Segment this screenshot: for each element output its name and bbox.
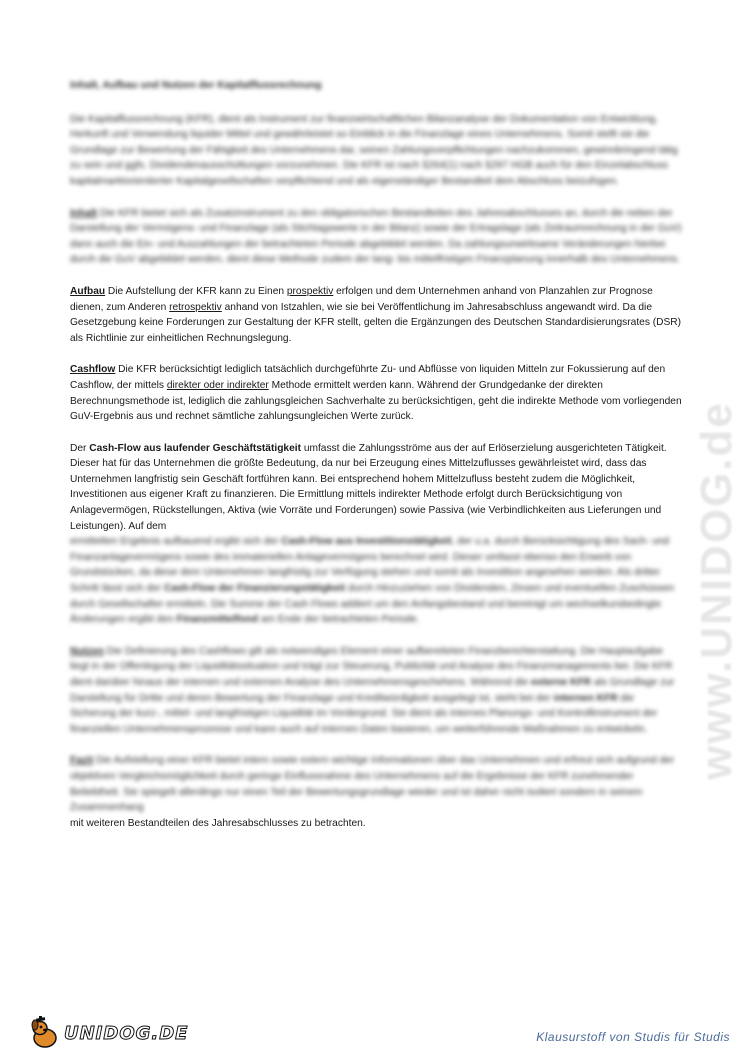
unidog-logo[interactable] (28, 1016, 188, 1050)
aufbau-text-3: anhand von Istzahlen, wie sie bei Veröffentlichung im Jahresabschluss angewandt wird. Da die Gesetzgebung keine Forderungen zur Gestaltung der KFR stellt, gelten die Ergänzungen des Deutschen Standardisierungsrates (DSR) als Richtlinie zur einheitlichen Rechnungslegung. (70, 301, 682, 344)
logo-text: UNIDOG.DE (64, 1022, 189, 1044)
lfd-blur-2: , der u.a. durch Berücksichtigung des Sach- und Finanzanlagevermögens sowie des immateriellen Anlagevermögens berechnet wird. Dieser umfasst ebenso den Erwerb von Grundstücken, da diese dem Unternehmen langfristig zur Verfügung stehen und somit als Investition angesehen werden. Als dritter Schritt lässt sich der (70, 536, 670, 595)
lfd-text-2: umfasst die Zahlungsströme aus der auf Erlöserzielung ausgerichteten Tätigkeit. Dieser hat für das Unternehmen die größte Bedeutung, da nur bei Erzeugung eines Mittelzuflusses gewährleistet wird, dass das Unternehmen langfristig sein Geschäft fortführen kann. Bei entsprechend hohem Mittelzufluss besteht zudem die Möglichkeit, Investitionen aus eigener Kraft zu finanzieren. Die Ermittlung mittels indirekter Methode erfolgt durch Berücksichtigung von Anlagevermögen, Rückstellungen, Aktiva (wie Vorräte und Forderungen) sowie Passiva (wie Verbindlichkeiten aus Lieferungen und Leistungen). Auf dem (70, 442, 667, 532)
cashflow-text-1: Die KFR berücksichtigt lediglich tatsächlich durchgeführte Zu- und Abflüsse von liquiden Mitteln zur Fokussierung auf den Cashflow, der mittels (70, 364, 666, 391)
fazit-last-line: mit weiteren Bestandteilen des Jahresabschlusses zu betrachten. (70, 817, 366, 829)
paragraph-cashflow (70, 362, 682, 424)
paragraph-laufende-geschaeftstaetigkeit (70, 441, 682, 535)
paragraph-inhalt (70, 206, 682, 268)
lfd-text-1: Der (70, 442, 90, 454)
dog-mascot-icon (28, 1016, 62, 1050)
paragraph-aufbau (70, 284, 682, 346)
nutzen-text-1: Die Definierung des Cashflows gilt als notwendiges Element einer aufbereiteten Finanzberichterstattung. Die Hauptaufgabe liegt in der Offenlegung der Liquiditätssituation und trägt zur Steuerung, Publizität und Analyse des Finanzmanagements bei. Die KFR dient darüber hinaus der internen und externen Analyse des Unternehmensgeschehens. Während die (70, 645, 673, 688)
nutzen-bold-1: externe KFR (531, 677, 592, 688)
intro-text: Die Kapitalflussrechnung (KFR), dient als Instrument zur finanzwirtschaftlichen Bilanzanalyse der Dokumentation von Entwicklung, Herkunft und Verwendung liquider Mittel und gewährleistet so Einblick in die Finanzlage eines Unternehmens. Somit stellt sie die Grundlage zur Bewertung der Fähigkeit des Unternehmens dar, seinen Zahlungsverpflichtungen nachzukommen, gewinnbringend tätig zu sein und ggfs. Dividendenausschüttungen vorzunehmen. Die KFR ist nach §264(1) nach §297 HGB auch für den Einzelabschluss kapitalmarktorientierter Kapitalgesellschaften verpflichtend und als eigenständiger Bestandteil dem Abschluss beizufügen. (70, 113, 678, 187)
nutzen-text-2: als Grundlage zur Darstellung für Dritte und deren Bewertung der Finanzlage und Kreditwürdigkeit ausgelegt ist, steht bei der (70, 677, 675, 704)
nutzen-text-3: die Sicherung der kurz-, mittel- und langfristigen Liquidität im Vordergrund. Sie dient als internes Planungs- und Kontrollinstrument der finanziellen Unternehmensprozesse und kann auch auf internen Daten basieren, um weiterführende Maßnahmen zu entwickeln. (70, 692, 658, 735)
paragraph-fazit (70, 753, 682, 815)
document-body (70, 78, 682, 847)
inhalt-label: Inhalt (70, 207, 98, 219)
aufbau-retrospektiv: retrospektiv (169, 301, 222, 313)
lfd-blur-1: ermittelten Ergebnis aufbauend ergibt sich der (70, 536, 282, 548)
document-heading: Inhalt, Aufbau und Nutzen der Kapitalflussrechnung (70, 80, 322, 91)
fazit-text: Die Aufstellung einer KFR bietet intern sowie extern wichtige Informationen über das Unternehmen und erfreut sich aufgrund der objektiven Vergleichsmöglichkeit durch geringe Einflussnahme des Unternehmens auf die Ergebnisse der KFR zunehmender Beliebtheit. Sie spiegelt allerdings nur einen Teil der Bewertungsgrundlage wieder und ist daher nicht isoliert sondern in seinem Zusammenhang (70, 755, 675, 814)
lfd-blur-4: am Ende der betrachteten Periode. (258, 614, 420, 626)
aufbau-text-1: Die Aufstellung der KFR kann zu Einen (105, 285, 287, 297)
lfd-blur-bold-1: Cash-Flow aus Investitionstätigkeit (281, 536, 452, 548)
fazit-label: Fazit (70, 755, 94, 767)
cashflow-text-2: Methode ermittelt werden kann. Während der Grundgedanke der direkten Berechnungsmethode ist, lediglich die zahlungsgleichen Sachverhalte zu berücksichtigen, geht die indirekte Methode vom vorliegenden GuV-Ergebnis aus und rechnet sämtliche zahlungsungleichen Werte zurück. (70, 379, 682, 423)
footer-slogan: Klausurstoff von Studis für Studis (536, 1030, 730, 1044)
lfd-blur-bold-2: Cash-Flow der Finanzierungstätigkeit (163, 583, 346, 595)
paragraph-intro (70, 112, 682, 190)
aufbau-label: Aufbau (70, 285, 106, 297)
lfd-blur-3: durch Hinzuziehen von Dividenden, Zinsen und eventuellen Zuschüssen durch Gesellschafter ermitteln. Die Summe der Cash Flows addiert um den Anfangsbestand und bereinigt um wechselkursbedingte Änderungen ergibt den (70, 583, 675, 626)
lfd-bold: Cash-Flow aus laufender Geschäftstätigkeit (89, 442, 301, 454)
nutzen-label: Nutzen (70, 645, 104, 657)
aufbau-text-2: erfolgen und dem Unternehmen anhand von Planzahlen zur Prognose dienen, zum Anderen (70, 285, 653, 313)
inhalt-text: Die KFR bietet sich als Zusatzinstrument zu den obligatorischen Bestandteilen des Jahresabschlusses an, durch die neben der Darstellung der Vermögens- und Finanzlage (als Stichtagswerte in der Bilanz) sowie der Ertragslage (als Zeitraumrechnung in der GuV) dann auch die Ein- und Auszahlungen der betrachteten Periode abgebildet werden. Da zahlungsunwirksame Veränderungen hierbei durch die GuV abgebildet werden, dient diese Methode zudem der lang- bis mittelfristigen Finanzplanung innerhalb des Unternehmens. (70, 207, 682, 266)
watermark: www.UNIDOG.de (692, 401, 741, 780)
aufbau-prospektiv: prospektiv (286, 285, 334, 297)
paragraph-laufende-blurred (70, 534, 682, 628)
paragraph-nutzen (70, 644, 682, 738)
cashflow-methode: direkter oder indirekter (166, 379, 269, 391)
cashflow-label: Cashflow (70, 364, 116, 376)
nutzen-bold-2: internen KFR (553, 692, 618, 704)
lfd-blur-bold-3: Finanzmittelfond (176, 614, 258, 626)
